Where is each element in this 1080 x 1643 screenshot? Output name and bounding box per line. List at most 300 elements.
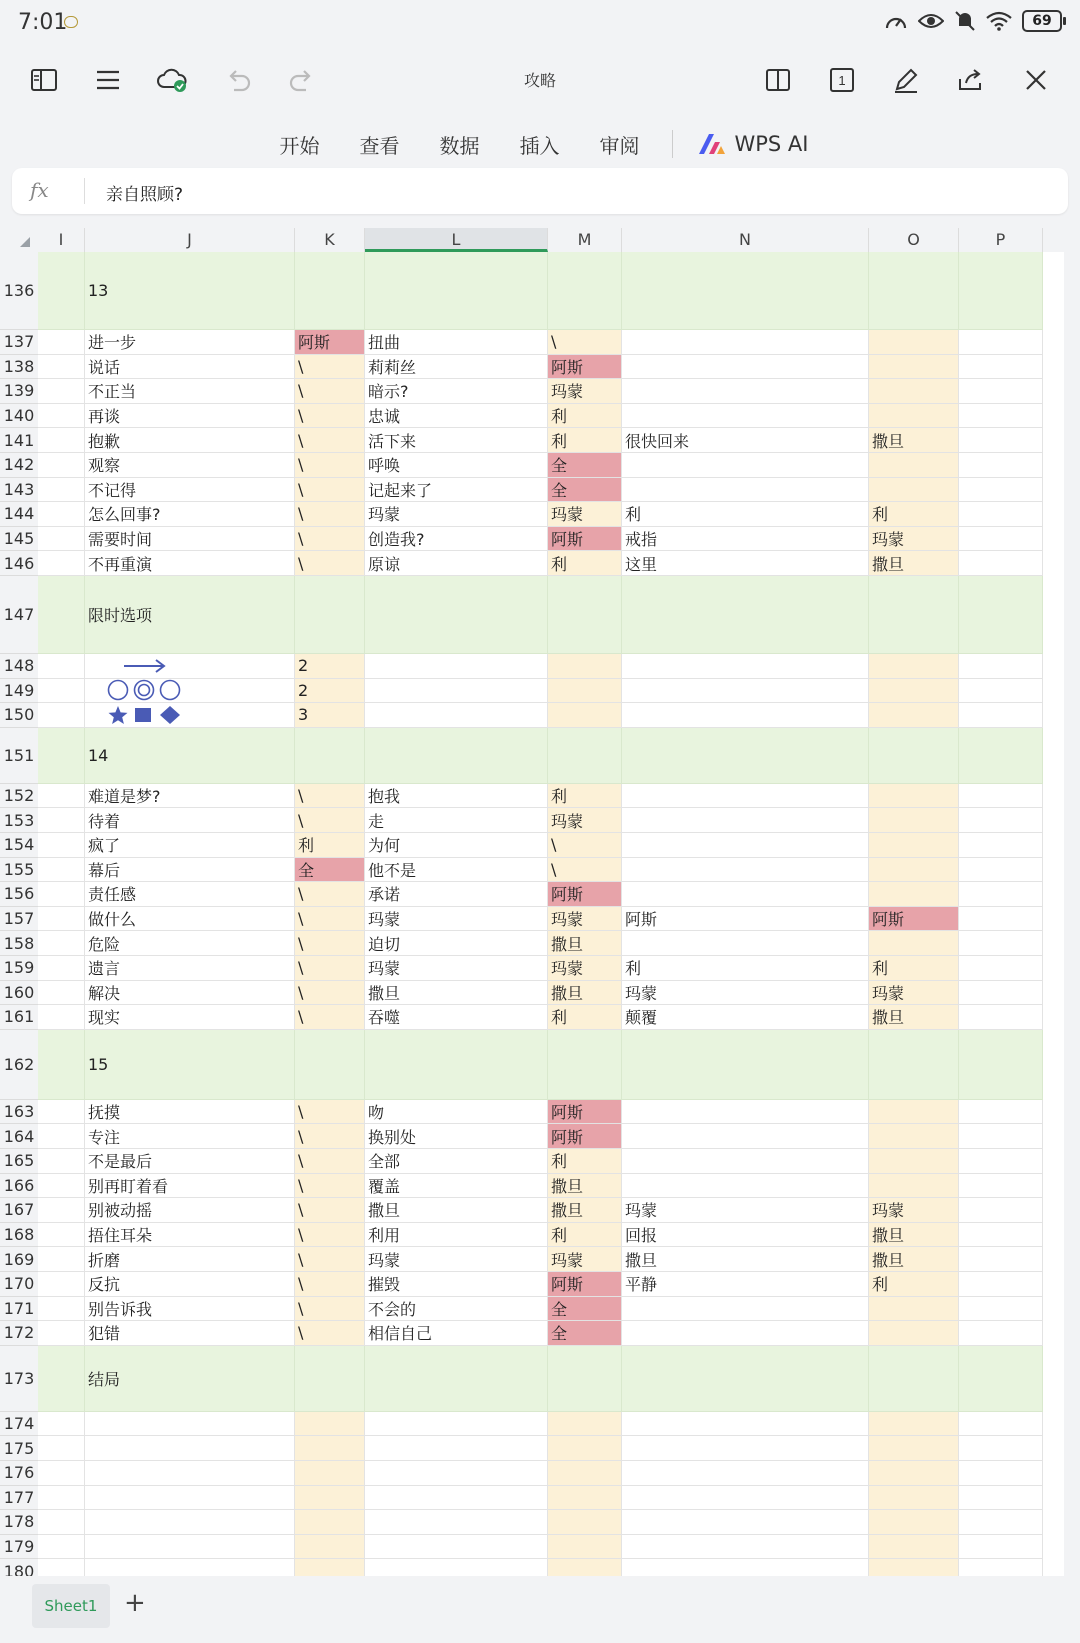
cell-o159[interactable]: 利	[869, 956, 959, 981]
cell-n160[interactable]: 玛蒙	[622, 981, 869, 1006]
cell-i173[interactable]	[38, 1346, 85, 1412]
add-sheet-button[interactable]: +	[124, 1588, 146, 1618]
cell-m152[interactable]: 利	[548, 784, 622, 809]
cell-m159[interactable]: 玛蒙	[548, 956, 622, 981]
cell-j164[interactable]: 专注	[85, 1124, 295, 1149]
cell-i151[interactable]	[38, 728, 85, 784]
cell-m171[interactable]: 全	[548, 1297, 622, 1322]
cell-i166[interactable]	[38, 1174, 85, 1199]
cell-o151[interactable]	[869, 728, 959, 784]
cell-l139[interactable]: 暗示?	[365, 379, 548, 404]
cell-n137[interactable]	[622, 330, 869, 355]
cell-l175[interactable]	[365, 1436, 548, 1461]
cell-j160[interactable]: 解决	[85, 981, 295, 1006]
row-number[interactable]: 143	[0, 478, 38, 503]
cell-l148[interactable]	[365, 654, 548, 679]
cell-k175[interactable]	[295, 1436, 365, 1461]
cell-j179[interactable]	[85, 1535, 295, 1560]
cell-o180[interactable]	[869, 1559, 959, 1576]
cell-n161[interactable]: 颠覆	[622, 1005, 869, 1030]
cell-l145[interactable]: 创造我?	[365, 527, 548, 552]
row-number[interactable]: 147	[0, 576, 38, 654]
row-number[interactable]: 141	[0, 428, 38, 453]
cell-o142[interactable]	[869, 453, 959, 478]
cell-j154[interactable]: 疯了	[85, 833, 295, 858]
cell-n174[interactable]	[622, 1412, 869, 1437]
cell-j139[interactable]: 不正当	[85, 379, 295, 404]
cell-k164[interactable]: \	[295, 1124, 365, 1149]
cell-p176[interactable]	[959, 1461, 1043, 1486]
cell-p168[interactable]	[959, 1223, 1043, 1248]
cell-l161[interactable]: 吞噬	[365, 1005, 548, 1030]
cell-k140[interactable]: \	[295, 404, 365, 429]
cell-p160[interactable]	[959, 981, 1043, 1006]
cell-n145[interactable]: 戒指	[622, 527, 869, 552]
cell-o175[interactable]	[869, 1436, 959, 1461]
cell-m147[interactable]	[548, 576, 622, 654]
cell-p163[interactable]	[959, 1100, 1043, 1125]
cell-n178[interactable]	[622, 1510, 869, 1535]
cell-i145[interactable]	[38, 527, 85, 552]
cell-o148[interactable]	[869, 654, 959, 679]
cell-n159[interactable]: 利	[622, 956, 869, 981]
cell-i163[interactable]	[38, 1100, 85, 1125]
row-number[interactable]: 173	[0, 1346, 38, 1412]
cell-m162[interactable]	[548, 1030, 622, 1100]
cell-n140[interactable]	[622, 404, 869, 429]
cell-o169[interactable]: 撒旦	[869, 1247, 959, 1272]
cell-m136[interactable]	[548, 252, 622, 330]
cell-l166[interactable]: 覆盖	[365, 1174, 548, 1199]
column-header-k[interactable]: K	[295, 228, 365, 252]
cell-n144[interactable]: 利	[622, 502, 869, 527]
cell-k157[interactable]: \	[295, 907, 365, 932]
cell-o137[interactable]	[869, 330, 959, 355]
column-header-i[interactable]: I	[38, 228, 85, 252]
cell-p177[interactable]	[959, 1486, 1043, 1511]
cell-n180[interactable]	[622, 1559, 869, 1576]
cell-j145[interactable]: 需要时间	[85, 527, 295, 552]
cell-p145[interactable]	[959, 527, 1043, 552]
menu-insert[interactable]: 插入	[519, 133, 560, 158]
menu-review[interactable]: 审阅	[599, 133, 640, 158]
cell-m169[interactable]: 玛蒙	[548, 1247, 622, 1272]
cell-p147[interactable]	[959, 576, 1043, 654]
cell-m139[interactable]: 玛蒙	[548, 379, 622, 404]
formula-bar[interactable]	[12, 168, 1068, 214]
cell-p166[interactable]	[959, 1174, 1043, 1199]
cell-i159[interactable]	[38, 956, 85, 981]
cell-p157[interactable]	[959, 907, 1043, 932]
cell-l155[interactable]: 他不是	[365, 858, 548, 883]
cell-i146[interactable]	[38, 551, 85, 576]
cell-j136[interactable]: 13	[85, 252, 295, 330]
cell-m170[interactable]: 阿斯	[548, 1272, 622, 1297]
cell-p140[interactable]	[959, 404, 1043, 429]
cell-j153[interactable]: 待着	[85, 808, 295, 833]
cell-o167[interactable]: 玛蒙	[869, 1198, 959, 1223]
cell-l163[interactable]: 吻	[365, 1100, 548, 1125]
cell-o139[interactable]	[869, 379, 959, 404]
cell-n151[interactable]	[622, 728, 869, 784]
cell-n143[interactable]	[622, 478, 869, 503]
cell-j162[interactable]: 15	[85, 1030, 295, 1100]
cell-n157[interactable]: 阿斯	[622, 907, 869, 932]
cell-p174[interactable]	[959, 1412, 1043, 1437]
cell-k156[interactable]: \	[295, 882, 365, 907]
cell-m157[interactable]: 玛蒙	[548, 907, 622, 932]
cell-j142[interactable]: 观察	[85, 453, 295, 478]
row-number[interactable]: 157	[0, 907, 38, 932]
cell-o141[interactable]: 撒旦	[869, 428, 959, 453]
column-header-j[interactable]: J	[85, 228, 295, 252]
cell-l176[interactable]	[365, 1461, 548, 1486]
cell-k155[interactable]: 全	[295, 858, 365, 883]
row-number[interactable]: 175	[0, 1436, 38, 1461]
cell-n155[interactable]	[622, 858, 869, 883]
row-number[interactable]: 151	[0, 728, 38, 784]
cell-i147[interactable]	[38, 576, 85, 654]
cell-p173[interactable]	[959, 1346, 1043, 1412]
cell-p149[interactable]	[959, 679, 1043, 704]
cell-k168[interactable]: \	[295, 1223, 365, 1248]
cell-p171[interactable]	[959, 1297, 1043, 1322]
cell-j143[interactable]: 不记得	[85, 478, 295, 503]
row-number[interactable]: 144	[0, 502, 38, 527]
cell-p142[interactable]	[959, 453, 1043, 478]
cell-p151[interactable]	[959, 728, 1043, 784]
cell-n146[interactable]: 这里	[622, 551, 869, 576]
cell-m137[interactable]: \	[548, 330, 622, 355]
cell-o136[interactable]	[869, 252, 959, 330]
cell-o158[interactable]	[869, 931, 959, 956]
cell-p164[interactable]	[959, 1124, 1043, 1149]
cell-n179[interactable]	[622, 1535, 869, 1560]
cell-i178[interactable]	[38, 1510, 85, 1535]
cell-n175[interactable]	[622, 1436, 869, 1461]
cell-k151[interactable]	[295, 728, 365, 784]
cell-j137[interactable]: 进一步	[85, 330, 295, 355]
cell-n154[interactable]	[622, 833, 869, 858]
cell-l138[interactable]: 莉莉丝	[365, 355, 548, 380]
cell-k136[interactable]	[295, 252, 365, 330]
cell-j168[interactable]: 捂住耳朵	[85, 1223, 295, 1248]
cell-i176[interactable]	[38, 1461, 85, 1486]
cell-o161[interactable]: 撒旦	[869, 1005, 959, 1030]
cell-k163[interactable]: \	[295, 1100, 365, 1125]
cell-m161[interactable]: 利	[548, 1005, 622, 1030]
cell-i171[interactable]	[38, 1297, 85, 1322]
cell-l164[interactable]: 换别处	[365, 1124, 548, 1149]
cell-l160[interactable]: 撒旦	[365, 981, 548, 1006]
cell-i140[interactable]	[38, 404, 85, 429]
row-number[interactable]: 148	[0, 654, 38, 679]
cell-m164[interactable]: 阿斯	[548, 1124, 622, 1149]
row-number[interactable]: 166	[0, 1174, 38, 1199]
row-number[interactable]: 153	[0, 808, 38, 833]
cell-j178[interactable]	[85, 1510, 295, 1535]
cell-m167[interactable]: 撒旦	[548, 1198, 622, 1223]
cell-n176[interactable]	[622, 1461, 869, 1486]
cell-k147[interactable]	[295, 576, 365, 654]
cell-m149[interactable]	[548, 679, 622, 704]
cell-m158[interactable]: 撒旦	[548, 931, 622, 956]
cell-k159[interactable]: \	[295, 956, 365, 981]
cell-n171[interactable]	[622, 1297, 869, 1322]
cell-j158[interactable]: 危险	[85, 931, 295, 956]
row-number[interactable]: 174	[0, 1412, 38, 1437]
row-number[interactable]: 164	[0, 1124, 38, 1149]
cell-n166[interactable]	[622, 1174, 869, 1199]
cell-j166[interactable]: 别再盯着看	[85, 1174, 295, 1199]
cell-m144[interactable]: 玛蒙	[548, 502, 622, 527]
cell-o179[interactable]	[869, 1535, 959, 1560]
cell-j140[interactable]: 再谈	[85, 404, 295, 429]
cell-k148[interactable]: 2	[295, 654, 365, 679]
column-header-n[interactable]: N	[622, 228, 869, 252]
cell-m138[interactable]: 阿斯	[548, 355, 622, 380]
menu-view[interactable]: 查看	[359, 133, 400, 158]
cell-k142[interactable]: \	[295, 453, 365, 478]
cell-k170[interactable]: \	[295, 1272, 365, 1297]
cell-l156[interactable]: 承诺	[365, 882, 548, 907]
cell-l180[interactable]	[365, 1559, 548, 1576]
cell-m165[interactable]: 利	[548, 1149, 622, 1174]
cell-o165[interactable]	[869, 1149, 959, 1174]
cell-l172[interactable]: 相信自己	[365, 1321, 548, 1346]
cell-m146[interactable]: 利	[548, 551, 622, 576]
cell-o162[interactable]	[869, 1030, 959, 1100]
cell-i156[interactable]	[38, 882, 85, 907]
cell-n173[interactable]	[622, 1346, 869, 1412]
select-all-corner[interactable]	[0, 228, 38, 252]
cell-k179[interactable]	[295, 1535, 365, 1560]
cell-p158[interactable]	[959, 931, 1043, 956]
cell-i158[interactable]	[38, 931, 85, 956]
cell-o160[interactable]: 玛蒙	[869, 981, 959, 1006]
cell-k154[interactable]: 利	[295, 833, 365, 858]
cell-i170[interactable]	[38, 1272, 85, 1297]
cell-p169[interactable]	[959, 1247, 1043, 1272]
cell-p139[interactable]	[959, 379, 1043, 404]
cell-o164[interactable]	[869, 1124, 959, 1149]
cell-j177[interactable]	[85, 1486, 295, 1511]
menu-start[interactable]: 开始	[279, 133, 320, 158]
row-number[interactable]: 178	[0, 1510, 38, 1535]
cell-n136[interactable]	[622, 252, 869, 330]
cell-k141[interactable]: \	[295, 428, 365, 453]
cell-k139[interactable]: \	[295, 379, 365, 404]
cell-i172[interactable]	[38, 1321, 85, 1346]
cell-i154[interactable]	[38, 833, 85, 858]
cell-m173[interactable]	[548, 1346, 622, 1412]
cell-l150[interactable]	[365, 703, 548, 728]
cell-n139[interactable]	[622, 379, 869, 404]
cell-o177[interactable]	[869, 1486, 959, 1511]
cell-p137[interactable]	[959, 330, 1043, 355]
cell-o143[interactable]	[869, 478, 959, 503]
cell-m175[interactable]	[548, 1436, 622, 1461]
cell-l151[interactable]	[365, 728, 548, 784]
cell-l157[interactable]: 玛蒙	[365, 907, 548, 932]
cell-i167[interactable]	[38, 1198, 85, 1223]
cell-l168[interactable]: 利用	[365, 1223, 548, 1248]
cell-l159[interactable]: 玛蒙	[365, 956, 548, 981]
cell-o168[interactable]: 撒旦	[869, 1223, 959, 1248]
cell-i143[interactable]	[38, 478, 85, 503]
wps-ai-button[interactable]	[685, 132, 821, 156]
column-header-p[interactable]: P	[959, 228, 1043, 252]
cell-i180[interactable]	[38, 1559, 85, 1576]
cell-l173[interactable]	[365, 1346, 548, 1412]
cell-k150[interactable]: 3	[295, 703, 365, 728]
cell-l147[interactable]	[365, 576, 548, 654]
cell-o174[interactable]	[869, 1412, 959, 1437]
cell-o178[interactable]	[869, 1510, 959, 1535]
cell-i162[interactable]	[38, 1030, 85, 1100]
cell-i139[interactable]	[38, 379, 85, 404]
cell-i177[interactable]	[38, 1486, 85, 1511]
cell-m156[interactable]: 阿斯	[548, 882, 622, 907]
cell-p143[interactable]	[959, 478, 1043, 503]
cell-i160[interactable]	[38, 981, 85, 1006]
cell-l167[interactable]: 撒旦	[365, 1198, 548, 1223]
cell-o155[interactable]	[869, 858, 959, 883]
cell-j147[interactable]: 限时选项	[85, 576, 295, 654]
cell-p150[interactable]	[959, 703, 1043, 728]
cell-j156[interactable]: 责任感	[85, 882, 295, 907]
cell-j148[interactable]	[85, 654, 295, 679]
cell-m179[interactable]	[548, 1535, 622, 1560]
cell-m150[interactable]	[548, 703, 622, 728]
row-number[interactable]: 167	[0, 1198, 38, 1223]
cell-n150[interactable]	[622, 703, 869, 728]
cell-j144[interactable]: 怎么回事?	[85, 502, 295, 527]
cell-l162[interactable]	[365, 1030, 548, 1100]
cell-l178[interactable]	[365, 1510, 548, 1535]
cell-k145[interactable]: \	[295, 527, 365, 552]
cell-o149[interactable]	[869, 679, 959, 704]
cell-n141[interactable]: 很快回来	[622, 428, 869, 453]
cell-o172[interactable]	[869, 1321, 959, 1346]
cell-n172[interactable]	[622, 1321, 869, 1346]
cell-p144[interactable]	[959, 502, 1043, 527]
cell-l154[interactable]: 为何	[365, 833, 548, 858]
menu-data[interactable]: 数据	[439, 133, 480, 158]
cell-j167[interactable]: 别被动摇	[85, 1198, 295, 1223]
cell-m160[interactable]: 撒旦	[548, 981, 622, 1006]
cell-p154[interactable]	[959, 833, 1043, 858]
cell-i155[interactable]	[38, 858, 85, 883]
cell-n168[interactable]: 回报	[622, 1223, 869, 1248]
cell-k137[interactable]: 阿斯	[295, 330, 365, 355]
cell-n148[interactable]	[622, 654, 869, 679]
cell-j174[interactable]	[85, 1412, 295, 1437]
cell-p152[interactable]	[959, 784, 1043, 809]
cell-k169[interactable]: \	[295, 1247, 365, 1272]
cell-k146[interactable]: \	[295, 551, 365, 576]
cell-l146[interactable]: 原谅	[365, 551, 548, 576]
row-number[interactable]: 142	[0, 453, 38, 478]
cell-k172[interactable]: \	[295, 1321, 365, 1346]
cell-p175[interactable]	[959, 1436, 1043, 1461]
row-number[interactable]: 168	[0, 1223, 38, 1248]
cell-i164[interactable]	[38, 1124, 85, 1149]
cell-j161[interactable]: 现实	[85, 1005, 295, 1030]
cell-k177[interactable]	[295, 1486, 365, 1511]
row-number[interactable]: 150	[0, 703, 38, 728]
row-number[interactable]: 177	[0, 1486, 38, 1511]
cell-n149[interactable]	[622, 679, 869, 704]
cell-k174[interactable]	[295, 1412, 365, 1437]
cell-k160[interactable]: \	[295, 981, 365, 1006]
cell-o166[interactable]	[869, 1174, 959, 1199]
cell-l171[interactable]: 不会的	[365, 1297, 548, 1322]
cell-j171[interactable]: 别告诉我	[85, 1297, 295, 1322]
cell-p138[interactable]	[959, 355, 1043, 380]
cell-n164[interactable]	[622, 1124, 869, 1149]
cell-o171[interactable]	[869, 1297, 959, 1322]
cell-m177[interactable]	[548, 1486, 622, 1511]
cell-j159[interactable]: 遗言	[85, 956, 295, 981]
row-number[interactable]: 156	[0, 882, 38, 907]
cell-l143[interactable]: 记起来了	[365, 478, 548, 503]
cell-i174[interactable]	[38, 1412, 85, 1437]
cell-k167[interactable]: \	[295, 1198, 365, 1223]
spreadsheet-grid[interactable]	[0, 228, 1080, 1576]
cell-l174[interactable]	[365, 1412, 548, 1437]
cell-m145[interactable]: 阿斯	[548, 527, 622, 552]
cell-n153[interactable]	[622, 808, 869, 833]
cell-j169[interactable]: 折磨	[85, 1247, 295, 1272]
cell-k161[interactable]: \	[295, 1005, 365, 1030]
row-number[interactable]: 140	[0, 404, 38, 429]
cell-i150[interactable]	[38, 703, 85, 728]
cell-j176[interactable]	[85, 1461, 295, 1486]
cell-o153[interactable]	[869, 808, 959, 833]
cell-m141[interactable]: 利	[548, 428, 622, 453]
cell-p141[interactable]	[959, 428, 1043, 453]
cell-j170[interactable]: 反抗	[85, 1272, 295, 1297]
cell-j149[interactable]	[85, 679, 295, 704]
cell-o140[interactable]	[869, 404, 959, 429]
row-number[interactable]: 138	[0, 355, 38, 380]
cell-l170[interactable]: 摧毁	[365, 1272, 548, 1297]
cell-k152[interactable]: \	[295, 784, 365, 809]
cell-i141[interactable]	[38, 428, 85, 453]
row-number[interactable]: 136	[0, 252, 38, 330]
row-number[interactable]: 172	[0, 1321, 38, 1346]
cell-p165[interactable]	[959, 1149, 1043, 1174]
column-header-m[interactable]: M	[548, 228, 622, 252]
cell-o156[interactable]	[869, 882, 959, 907]
cell-n165[interactable]	[622, 1149, 869, 1174]
cell-l153[interactable]: 走	[365, 808, 548, 833]
cell-o147[interactable]	[869, 576, 959, 654]
cell-j165[interactable]: 不是最后	[85, 1149, 295, 1174]
cell-m142[interactable]: 全	[548, 453, 622, 478]
row-number[interactable]: 165	[0, 1149, 38, 1174]
cell-m153[interactable]: 玛蒙	[548, 808, 622, 833]
cell-j173[interactable]: 结局	[85, 1346, 295, 1412]
cell-n162[interactable]	[622, 1030, 869, 1100]
cell-p136[interactable]	[959, 252, 1043, 330]
cell-i149[interactable]	[38, 679, 85, 704]
cell-j172[interactable]: 犯错	[85, 1321, 295, 1346]
cell-o157[interactable]: 阿斯	[869, 907, 959, 932]
row-number[interactable]: 159	[0, 956, 38, 981]
cell-k180[interactable]	[295, 1559, 365, 1576]
